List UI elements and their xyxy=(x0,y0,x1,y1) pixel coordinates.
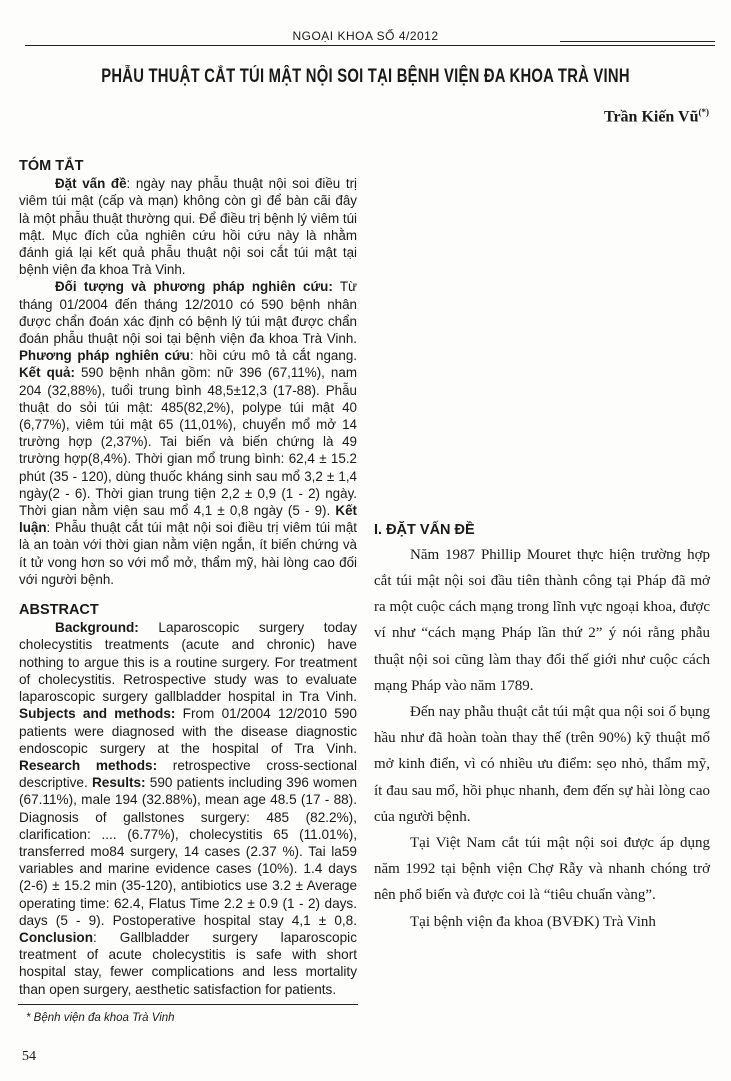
abstract-label-conclusion: Conclusion xyxy=(19,929,94,945)
summary-heading: TÓM TẮT xyxy=(19,158,84,174)
summary-text-background: : ngày nay phẫu thuật nội soi điều trị viêm túi mật (cấp và mạn) không còn gì để bàn cãi đây là một phẫu thuật thường qui. Để điều trị bệnh lý viêm túi mật. Mục đích của nghiên cứu hồi cứu này là nhằm đánh giá lại kết quả phẫu thuật nội soi cắt túi mật tại bệnh viện đa khoa Trà Vinh. xyxy=(19,176,357,278)
abstract-text-background: Laparoscopic surgery today cholecystitis treatments (acute and chronic) have nothing to argue this is a routine surgery. For treatment of cholecystitis. Retrospective study was to evaluate laparoscopic surgery gallbladder hospital in Tra Vinh. xyxy=(19,620,357,705)
author-name: Trần Kiến Vũ xyxy=(603,108,699,126)
page-number: 54 xyxy=(22,1049,36,1064)
summary-label-subjects: Đối tượng và phương pháp nghiên cứu: xyxy=(55,279,333,295)
section-1-heading: I. ĐẶT VẤN ĐỀ xyxy=(374,522,475,538)
abstract-label-subjects: Subjects and methods: xyxy=(19,706,176,722)
right-column xyxy=(374,520,710,935)
journal-header: NGOẠI KHOA SỐ 4/2012 xyxy=(292,29,439,43)
section-1-paragraph-2: Đến nay phẫu thuật cắt túi mật qua nội soi ổ bụng hầu như đã hoàn toàn thay thế (trên 90%) kỹ thuật mổ mở kinh điển, vì có nhiều ưu điểm: sẹo nhỏ, thẩm mỹ, ít đau sau mổ, hồi phục nhanh, đem đến sự hài lòng cao của người bệnh. xyxy=(374,703,710,825)
section-1-paragraph-3: Tại Việt Nam cắt túi mật nội soi được áp dụng năm 1992 tại bệnh viện Chợ Rẫy và nhanh chóng trở nên phổ biến và được coi là “tiêu chuẩn vàng”. xyxy=(374,834,710,904)
section-1-paragraph-4: Tại bệnh viện đa khoa (BVĐK) Trà Vinh xyxy=(410,913,656,930)
left-column xyxy=(19,158,357,998)
summary-text-subjects: Từ tháng 01/2004 đến tháng 12/2010 có 590 bệnh nhân được chẩn đoán xác định có bệnh lý túi mật được chẩn đoán phẫu thuật nội soi tại bệnh viện đa khoa Trà Vinh. xyxy=(19,279,357,347)
summary-text-methods: : hồi cứu mô tả cắt ngang. xyxy=(189,348,357,364)
summary-label-results: Kết quả: xyxy=(19,365,75,381)
summary-label-conclusion: Kết luận xyxy=(19,503,357,536)
summary-paragraph-1 xyxy=(19,175,357,278)
article-title: PHẪU THUẬT CẮT TÚI MẬT NỘI SOI TẠI BỆNH VIỆN ĐA KHOA TRÀ VINH xyxy=(101,66,630,87)
abstract-text-conclusion: : Gallbladder surgery laparoscopic treatment of acute cholecystitis is safe with short hospital stay, fewer complications and less mortality than open surgery, aesthetic satisfaction for patients. xyxy=(19,929,357,997)
abstract-label-background: Background: xyxy=(55,620,139,636)
abstract-text-results: 590 patients including 396 women (67.11%), male 194 (32.88%), mean age 48.5 (17 - 88). Diagnosis of gallstones surgery: 485 (82.2%), clarification: .... (6.77%), cholecystitis 65 (11.01%), transferred mo84 surgery, 14 cases (2.37 %). Tai la59 variables and marine evidence cases (10%). 1.4 days (2-6) ± 15.2 min (35-120), antibiotics use 3.2 ± Average operating time: 62.4, Flatus Time 2.2 ± 0.9 (1 - 2) days. days (5 - 9). Postoperative hospital stay 4,1 ± 0,8. xyxy=(19,775,357,928)
footnote-rule xyxy=(18,1004,358,1005)
spacer xyxy=(19,588,357,602)
summary-text-conclusion: : Phẫu thuật cắt túi mật nội soi điều trị viêm túi mật là an toàn với thời gian nằm viện ngắn, ít biến chứng và ít tử vong hơn so với mổ mở, thẩm mỹ, hài lòng cao đối với người bệnh. xyxy=(19,520,357,587)
summary-text-results: 590 bệnh nhân gồm: nữ 396 (67,11%), nam 204 (32,88%), tuổi trung bình 48,5±12,3 (17-88). Phẫu thuật do sỏi túi mật: 485(82,2%), polype túi mật 40 (6,77%), viêm túi mật 65 (11,01%), chuyển mổ mở 14 trường hợp (2,37%). Tai biến và biến chứng là 49 trường hợp(8,4%). Thời gian mổ trung bình: 62,4 ± 15.2 phút (35 - 120), dùng thuốc kháng sinh sau mổ 3,2 ± 1,4 ngày(2 - 6). Thời gian trung tiện 2,2 ± 0,9 (1 - 2) ngày. Thời gian nằm viện sau mổ 4,1 ± 0,8 ngày (5 - 9). xyxy=(19,365,357,519)
abstract-heading: ABSTRACT xyxy=(19,602,99,619)
author-mark: (*) xyxy=(698,107,709,117)
section-1-paragraph-1: Năm 1987 Phillip Mouret thực hiện trường hợp cắt túi mật nội soi đầu tiên thành công tại Pháp đã mở ra một cuộc cách mạng trong lĩnh vực ngoại khoa, được ví như “cách mạng Pháp lần thứ 2” ý nói rằng phẫu thuật nội soi cũng làm thay đổi thế giới như cuộc cách mạng Pháp vào năm 1789. xyxy=(374,546,710,694)
header-rule xyxy=(25,45,715,46)
abstract-text-subjects: From 01/2004 12/2010 590 patients were diagnosed with the disease diagnostic endoscopic surgery at the hospital of Tra Vinh. xyxy=(19,706,357,756)
author xyxy=(604,107,709,126)
summary-label-background: Đặt vấn đề xyxy=(55,176,127,192)
abstract-text-research: retrospective cross-sectional descriptive. xyxy=(19,757,357,791)
footnote: * Bệnh viện đa khoa Trà Vinh xyxy=(26,1012,175,1024)
header-rule-upper xyxy=(560,41,715,42)
abstract-label-research: Research methods: xyxy=(19,757,158,773)
section-1-body xyxy=(374,542,710,935)
summary-label-methods: Phương pháp nghiên cứu xyxy=(19,348,190,364)
summary-paragraph-2 xyxy=(19,278,357,588)
abstract-paragraph xyxy=(19,619,357,997)
abstract-label-results: Results: xyxy=(91,775,146,791)
